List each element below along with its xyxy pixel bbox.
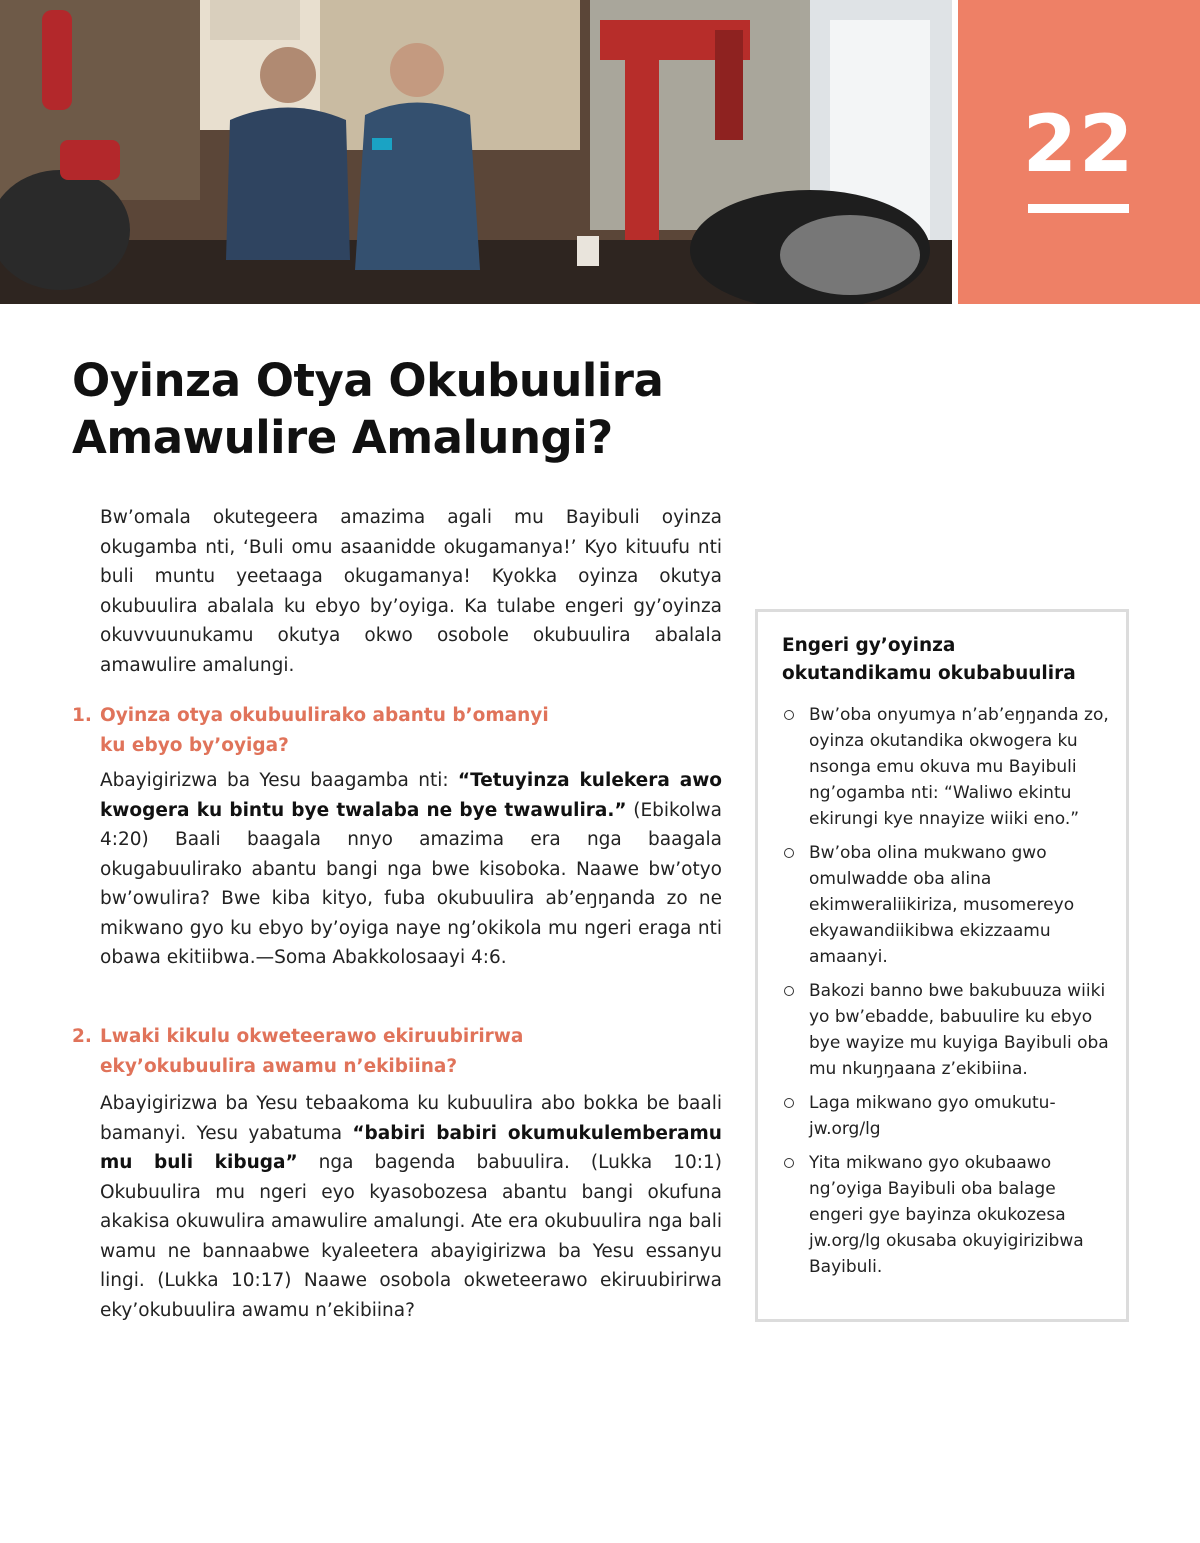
lesson-number-panel	[958, 0, 1200, 304]
question-2-line1: Lwaki kikulu okweteerawo ekiruubirirwa	[100, 1026, 524, 1047]
lesson-number-underline	[1028, 204, 1129, 213]
sidebar-item	[782, 978, 1112, 1082]
section-1-paragraph	[100, 766, 722, 973]
section-2-text-before: Abayigirizwa ba Yesu tebaakoma ku kubuulira abo bokka be baali bamanyi. Yesu yabatuma	[100, 1093, 722, 1144]
sidebar-item-text: Bw’oba onyumya n’ab’eŋŋanda zo, oyinza okutandika okwogera ku nsonga emu okuva mu Bayibuli ng’ogamba nti: “Waliwo ekintu ekirungi kye nnayize wiiki eno.”	[809, 705, 1109, 829]
header-photo	[0, 0, 952, 304]
intro-paragraph: Bw’omala okutegeera amazima agali mu Bayibuli oyinza okugamba nti, ‘Buli omu asaanidde okugamanya!’ Kyo kituufu nti buli muntu yeetaaga okugamanya! Kyokka oyinza okutya okubuulira abalala ku ebyo by’oyiga. Ka tulabe engeri gy’oyinza okuvvuunukamu okutya okwo osobole okubuulira abalala amawulire amalungi.	[100, 507, 722, 676]
page-title-line1: Oyinza Otya Okubuulira	[72, 354, 664, 407]
question-1-line1: Oyinza otya okubuulirako abantu b’omanyi	[100, 705, 549, 726]
circle-bullet-icon	[784, 710, 794, 720]
question-1	[72, 701, 632, 760]
sidebar-item	[782, 1090, 1112, 1142]
question-1-line2: ku ebyo by’oyiga?	[100, 734, 289, 756]
question-2-line2: eky’okubuulira awamu n’ekibiina?	[100, 1055, 458, 1077]
sidebar-item	[782, 702, 1112, 832]
question-2-text	[100, 1022, 632, 1081]
sidebar-item-text: Yita mikwano gyo okubaawo ng’oyiga Bayibuli oba balage engeri gye bayinza okukozesa jw.org/lg okusaba okuyigirizibwa Bayibuli.	[809, 1153, 1084, 1277]
sidebar-item-text: Bw’oba olina mukwano gwo omulwadde oba alina ekimweraliikiriza, musomereyo ekyawandiikibwa ekizzaamu amaanyi.	[809, 843, 1075, 967]
section-2-paragraph	[100, 1089, 722, 1325]
circle-bullet-icon	[784, 986, 794, 996]
question-2	[72, 1022, 632, 1081]
tips-sidebar	[755, 609, 1129, 1322]
sidebar-item-text: Laga mikwano gyo omukutu-jw.org/lg	[809, 1093, 1056, 1139]
question-2-number: 2.	[72, 1026, 92, 1047]
circle-bullet-icon	[784, 1098, 794, 1108]
section-1-text-after: (Ebikolwa 4:20) Baali baagala nnyo amazima era nga baagala okugabuulirako abantu bangi nga bwe kisoboka. Naawe bw’otyo bw’owulira? Bwe kiba kityo, fuba okubuulira ab’eŋŋanda zo ne mikwano gyo ku ebyo by’oyiga naye ng’okikola mu ngeri eraga nti obawa ekitiibwa.—Soma Abakkolosaayi 4:6.	[100, 799, 722, 968]
section-2-body	[100, 1089, 722, 1325]
page-title-line2: Amawulire Amalungi?	[72, 411, 613, 464]
page-title	[72, 352, 832, 466]
lesson-number: 22	[1022, 100, 1136, 190]
section-1-body	[100, 766, 722, 973]
circle-bullet-icon	[784, 848, 794, 858]
sidebar-title: Engeri gy’oyinza okutandikamu okubabuulira	[782, 635, 1076, 684]
section-1-text-before: Abayigirizwa ba Yesu baagamba nti:	[100, 770, 458, 791]
sidebar-item	[782, 840, 1112, 970]
intro-block	[100, 503, 722, 680]
section-2-text-after: nga bagenda babuulira. (Lukka 10:1) Okubuulira mu ngeri eyo kyasobozesa abantu bangi okufuna akakisa okuwulira amawulire amalungi. Ate era okubuulira nga bali wamu ne bannaabwe kyaleetera abayigirizwa ba Yesu essanyu lingi. (Lukka 10:17) Naawe osobola okweteerawo ekiruubirirwa eky’okubuulira awamu n’ekibiina?	[100, 1152, 723, 1321]
section-1-quote: “Tetuyinza kulekera awo kwogera ku bintu bye twalaba ne bye twawulira.”	[100, 770, 722, 821]
question-1-text	[100, 701, 632, 760]
sidebar-item	[782, 1150, 1112, 1280]
question-1-number: 1.	[72, 705, 92, 726]
garage-scene-illustration	[0, 0, 952, 304]
circle-bullet-icon	[784, 1158, 794, 1168]
sidebar-list	[782, 702, 1112, 1288]
section-2-quote: “babiri babiri okumukulemberamu mu buli kibuga”	[100, 1122, 722, 1173]
sidebar-item-text: Bakozi banno bwe bakubuuza wiiki yo bw’ebadde, babuulire ku ebyo bye wayize mu kuyiga Bayibuli oba mu nkuŋŋaana z’ekibiina.	[809, 981, 1109, 1079]
